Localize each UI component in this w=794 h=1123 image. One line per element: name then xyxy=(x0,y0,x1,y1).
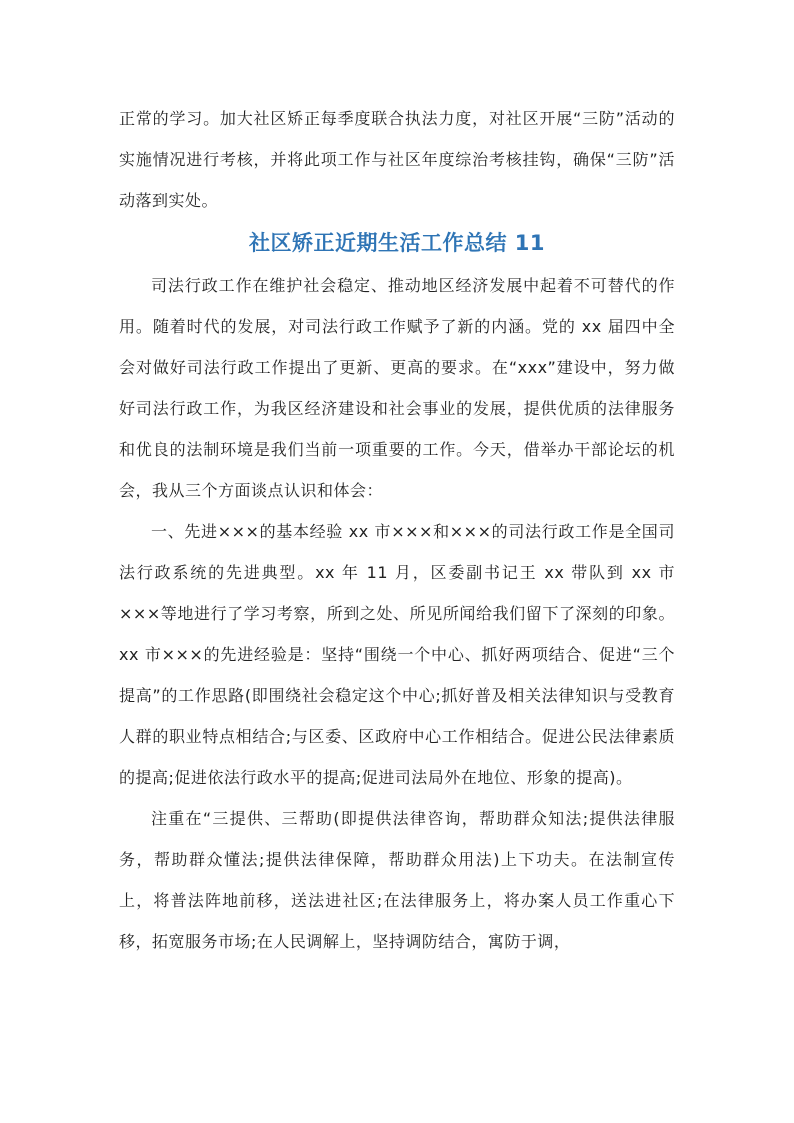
section-title: 社区矫正近期生活工作总结 11 xyxy=(248,231,546,255)
body-paragraph: 一、先进×××的基本经验 xx 市×××和×××的司法行政工作是全国司法行政系统的先进典型。xx 年 11 月，区委副书记王 xx 带队到 xx 市×××等地进行了学习考察，所到之处、所见所闻给我们留下了深刻的印象。xx 市×××的先进经验是：坚持“围绕一个中心、抓好两项结合、促进“三个提高”的工作思路(即围绕社会稳定这个中心;抓好普及相关法律知识与受教育人群的职业特点相结合;与区委、区政府中心工作相结合。促进公民法律素质的提高;促进依法行政水平的提高;促进司法局外在地位、形象的提高)。 xyxy=(119,522,675,787)
body-paragraph: 注重在“三提供、三帮助(即提供法律咨询，帮助群众知法;提供法律服务，帮助群众懂法;提供法律保障，帮助群众用法)上下功夫。在法制宣传上，将普法阵地前移，送法进社区;在法律服务上，将办案人员工作重心下移，拓宽服务市场;在人民调解上，坚持调防结合，寓防于调， xyxy=(119,809,675,951)
document-page xyxy=(119,98,675,962)
body-paragraph: 司法行政工作在维护社会稳定、推动地区经济发展中起着不可替代的作用。随着时代的发展，对司法行政工作赋予了新的内涵。党的 xx 届四中全会对做好司法行政工作提出了更新、更高的要求。在“xxx”建设中，努力做好司法行政工作，为我区经济建设和社会事业的发展，提供优质的法律服务和优良的法制环境是我们当前一项重要的工作。今天，借举办干部论坛的机会，我从三个方面谈点认识和体会： xyxy=(119,276,675,500)
continued-paragraph: 正常的学习。加大社区矫正每季度联合执法力度，对社区开展“三防”活动的实施情况进行考核，并将此项工作与社区年度综治考核挂钩，确保“三防”活动落到实处。 xyxy=(119,109,675,210)
